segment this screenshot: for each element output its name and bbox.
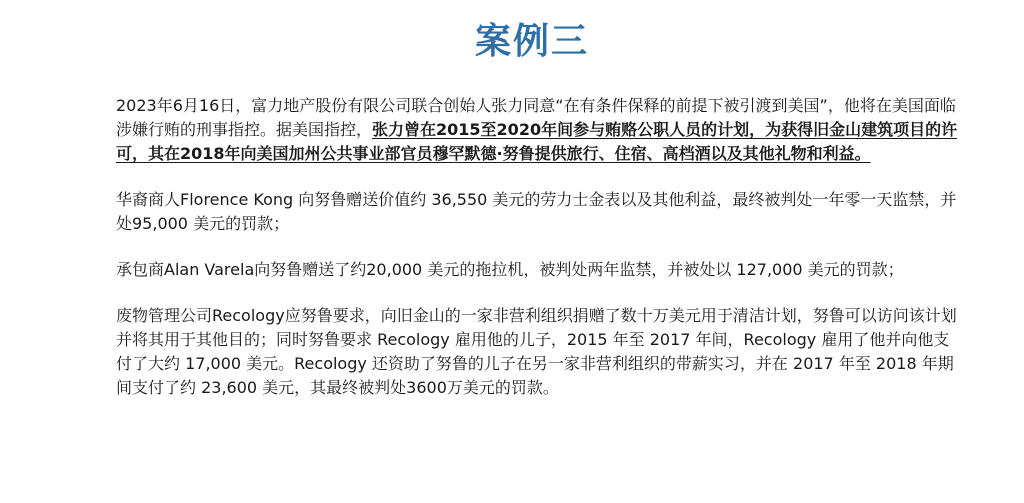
paragraph-intro-emphasis: 张力曾在2015至2020年间参与贿赂公职人员的计划，为获得旧金山建筑项目的许可，其在2018年向美国加州公共事业部官员穆罕默德·努鲁提供旅行、住宿、高档酒以及其他礼物和利益。 (116, 120, 958, 163)
slide-body (116, 94, 958, 422)
paragraph-florence-kong: 华裔商人Florence Kong 向努鲁赠送价值约 36,550 美元的劳力士金表以及其他利益，最终被判处一年零一天监禁，并处95,000 美元的罚款； (116, 190, 957, 233)
paragraph-alan-varela: 承包商Alan Varela向努鲁赠送了约20,000 美元的拖拉机，被判处两年监禁，并被处以 127,000 美元的罚款； (116, 260, 904, 279)
paragraph-intro-lead: 2023年6月16日，富力地产股份有限公司联合创始人张力同意“在有条件保释的前提下被引渡到美国”，他将在美国面临涉嫌行贿的刑事指控。据美国指控， (116, 96, 956, 139)
paragraph-recology: 废物管理公司Recology应努鲁要求，向旧金山的一家非营利组织捐赠了数十万美元用于清洁计划，努鲁可以访问该计划并将其用于其他目的；同时努鲁要求 Recology 雇用他的儿子，2015 年至 2017 年间，Recology 雇用了他并向他支付了大约 17,000 美元。Recology 还资助了努鲁的儿子在另一家非营利组织的带薪实习，并在 2017 年至 2018 年期间支付了约 23,600 美元，其最终被判处3600万美元的罚款。 (116, 306, 957, 397)
paragraph-intro (116, 94, 958, 166)
slide-title: 案例三 (474, 21, 589, 62)
